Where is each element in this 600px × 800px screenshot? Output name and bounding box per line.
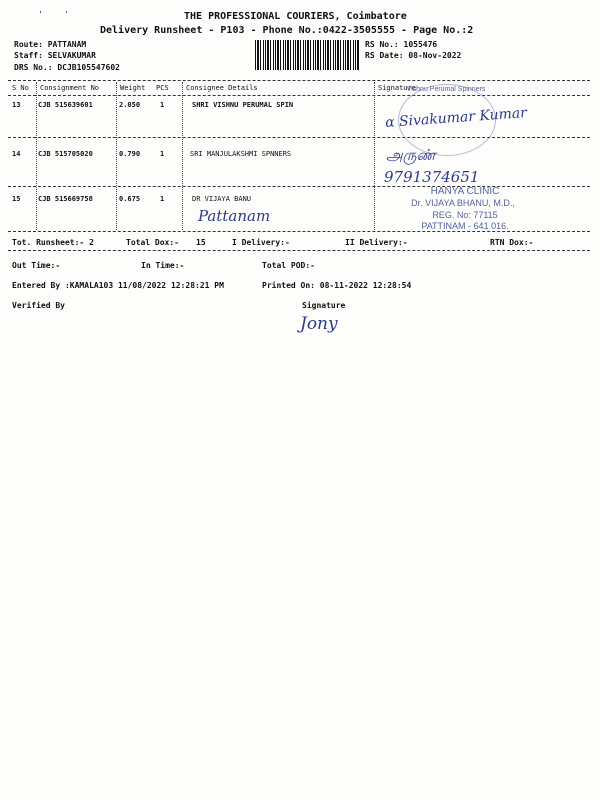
- row-weight: 0.675: [119, 195, 141, 203]
- summary-rule: [8, 250, 590, 251]
- row-pcs: 1: [160, 101, 165, 109]
- rtn-dox: RTN Dox:-: [490, 238, 534, 247]
- printed-on: Printed On: 08-11-2022 12:28:54: [262, 281, 412, 290]
- row-weight: 2.050: [119, 101, 141, 109]
- clinic-stamp-reg: REG. No: 77115: [432, 210, 498, 220]
- table-bottom-rule: [8, 231, 590, 232]
- rs-date: RS Date: 08-Nov-2022: [365, 51, 462, 60]
- company-title: THE PROFESSIONAL COURIERS, Coimbatore: [184, 11, 407, 22]
- row-pcs: 1: [160, 150, 165, 158]
- row-pcs: 1: [160, 195, 165, 203]
- ii-delivery: II Delivery:-: [345, 238, 408, 247]
- table-header-rule: [8, 95, 590, 96]
- col-separator: [36, 82, 37, 230]
- col-signature: Signature: [378, 84, 416, 92]
- row-sno: 14: [12, 150, 21, 158]
- col-pcs: PCS: [156, 84, 169, 92]
- signature-label: Signature: [302, 301, 346, 310]
- row-rule: [8, 137, 590, 138]
- col-consignment: Consignment No: [40, 84, 100, 92]
- signature-row-14-phone: 9791374651: [384, 168, 480, 186]
- clinic-stamp-name: HANYA CLINIC: [430, 186, 500, 197]
- row-consignee: DR VIJAYA BANU: [192, 195, 252, 203]
- row-consignee: SHRI VISHNU PERUMAL SPIN: [192, 101, 294, 109]
- row-weight: 0.790: [119, 150, 141, 158]
- scan-mark: ': [64, 10, 69, 19]
- verified-by: Verified By: [12, 301, 65, 310]
- row-consignment: CJB 515705020: [38, 150, 93, 158]
- handwritten-place: Pattanam: [198, 207, 271, 225]
- col-weight: Weight: [120, 84, 146, 92]
- col-separator: [374, 82, 375, 230]
- route: Route: PATTANAM: [14, 40, 87, 49]
- total-runsheet: Tot. Runsheet:- 2: [12, 238, 94, 247]
- row-consignment: CJB 515639601: [38, 101, 93, 109]
- signature-row-14-name: அருண்: [386, 146, 436, 164]
- col-separator: [116, 82, 117, 230]
- scan-mark: ': [38, 10, 43, 19]
- out-time: Out Time:-: [12, 261, 61, 270]
- i-delivery: I Delivery:-: [232, 238, 290, 247]
- in-time: In Time:-: [141, 261, 185, 270]
- barcode: [255, 40, 359, 70]
- col-consignee: Consignee Details: [186, 84, 258, 92]
- verifier-signature: Jony: [300, 314, 338, 334]
- row-sno: 13: [12, 101, 21, 109]
- signature-row-13: α Sivakumar Kumar: [384, 105, 528, 131]
- company-stamp-text: Vishnu Perumal Spinners: [406, 86, 486, 93]
- drs-number: DRS No.: DCJB105547602: [14, 63, 120, 72]
- col-separator: [182, 82, 183, 230]
- entered-by: Entered By :KAMALA103 11/08/2022 12:28:21 PM: [12, 281, 224, 290]
- staff: Staff: SELVAKUMAR: [14, 51, 96, 60]
- total-dox-label: Total Dox:-: [126, 238, 179, 247]
- rs-number: RS No.: 1055476: [365, 40, 438, 49]
- total-dox-value: 15: [196, 238, 206, 247]
- clinic-stamp-doctor: Dr. VIJAYA BHANU, M.D.,: [411, 198, 515, 208]
- row-sno: 15: [12, 195, 21, 203]
- total-pod: Total POD:-: [262, 261, 315, 270]
- clinic-stamp-place: PATTINAM - 641 016.: [421, 221, 509, 231]
- row-consignee: SRI MANJULAKSHMI SPNNERS: [190, 150, 292, 158]
- row-consignment: CJB 515669758: [38, 195, 93, 203]
- runsheet-title: Delivery Runsheet - P103 - Phone No.:0422-3505555 - Page No.:2: [100, 25, 474, 36]
- col-sno: S No: [12, 84, 29, 92]
- table-top-rule: [8, 80, 590, 81]
